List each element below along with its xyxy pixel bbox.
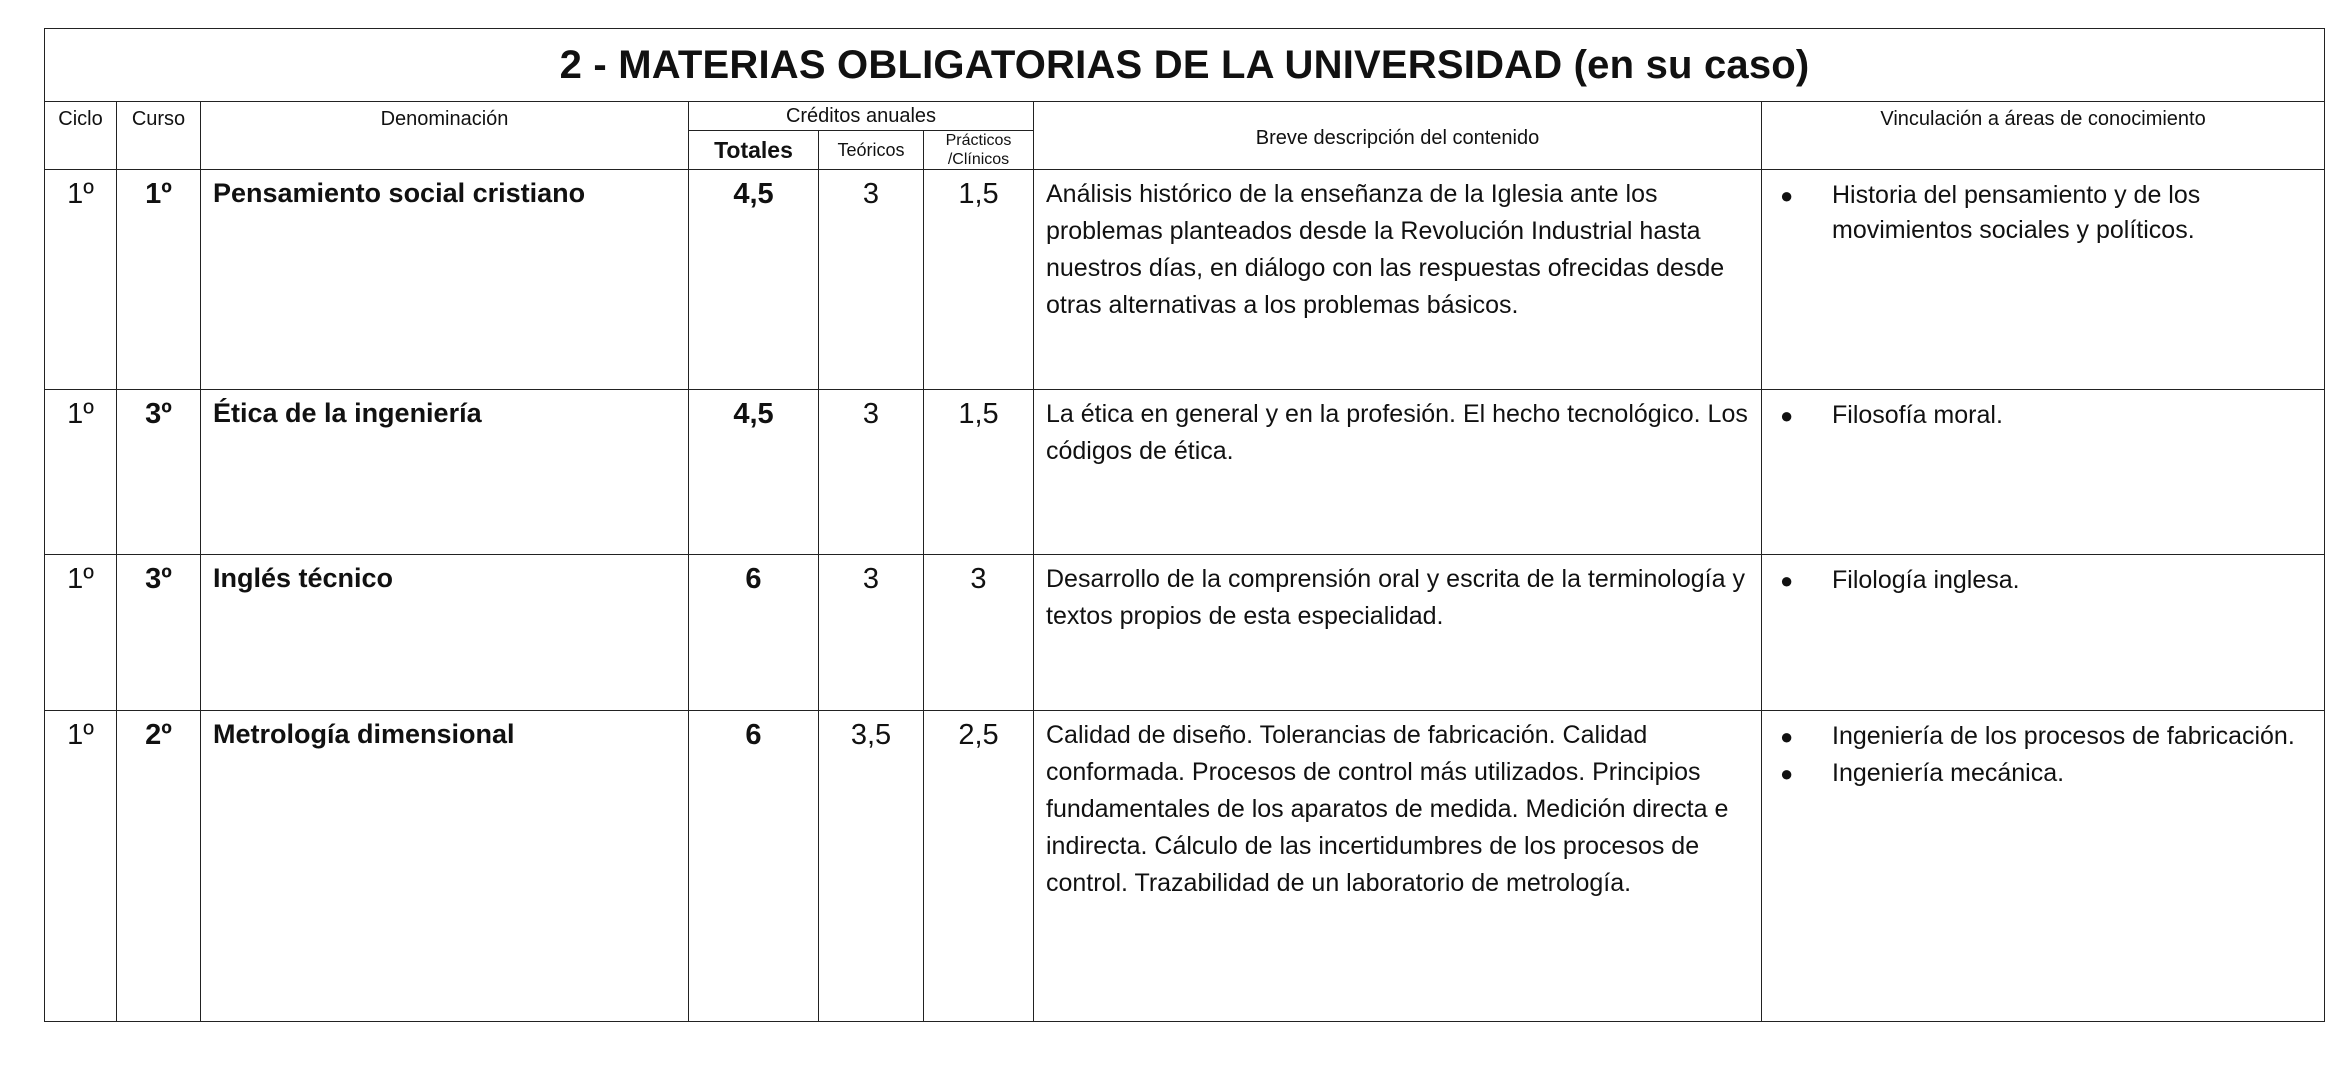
area-text: Historia del pensamiento y de los movimientos sociales y políticos. (1832, 181, 2201, 244)
header-curso: Curso (117, 102, 201, 170)
cell-descripcion: Análisis histórico de la enseñanza de la Iglesia ante los problemas planteados desde la Revolución Industrial hasta nuestros días, en diálogo con las respuestas ofrecidas desde otras alternativas a los problemas básicos. (1034, 170, 1762, 390)
table-title: 2 - MATERIAS OBLIGATORIAS DE LA UNIVERSIDAD (en su caso) (45, 29, 2325, 102)
cell-totales: 4,5 (689, 170, 819, 390)
cell-ciclo: 1º (45, 390, 117, 555)
subjects-table (44, 28, 2325, 1022)
table-row (45, 390, 2325, 555)
header-practicos-line1: Prácticos (945, 132, 1012, 149)
cell-denominacion: Ética de la ingeniería (201, 390, 689, 555)
list-item (1774, 398, 2312, 433)
cell-descripcion: La ética en general y en la profesión. El hecho tecnológico. Los códigos de ética. (1034, 390, 1762, 555)
header-practicos (924, 131, 1034, 170)
cell-totales: 4,5 (689, 390, 819, 555)
table-row (45, 555, 2325, 711)
cell-areas (1762, 390, 2325, 555)
cell-denominacion: Pensamiento social cristiano (201, 170, 689, 390)
list-item (1774, 756, 2312, 791)
bullet-icon: ● (1780, 724, 1794, 749)
bullet-icon: ● (1780, 183, 1794, 208)
cell-teoricos: 3 (819, 170, 924, 390)
area-text: Ingeniería mecánica. (1832, 759, 2065, 787)
cell-descripcion: Desarrollo de la comprensión oral y escrita de la terminología y textos propios de esta especialidad. (1034, 555, 1762, 711)
cell-practicos: 1,5 (924, 170, 1034, 390)
course-table-sheet (44, 28, 2324, 1022)
header-denominacion: Denominación (201, 102, 689, 170)
cell-descripcion: Calidad de diseño. Tolerancias de fabricación. Calidad conformada. Procesos de control más utilizados. Principios fundamentales de los aparatos de medida. Medición directa e indirecta. Cálculo de las incertidumbres de los procesos de control. Trazabilidad de un laboratorio de metrología. (1034, 711, 1762, 1022)
cell-curso: 1º (117, 170, 201, 390)
cell-curso: 3º (117, 390, 201, 555)
cell-totales: 6 (689, 555, 819, 711)
header-vinculacion: Vinculación a áreas de conocimiento (1762, 102, 2325, 170)
area-text: Filología inglesa. (1832, 566, 2020, 594)
area-text: Ingeniería de los procesos de fabricación. (1832, 722, 2295, 750)
cell-practicos: 2,5 (924, 711, 1034, 1022)
table-row (45, 170, 2325, 390)
cell-areas (1762, 170, 2325, 390)
cell-curso: 2º (117, 711, 201, 1022)
header-practicos-line2: /Clínicos (947, 151, 1010, 168)
cell-ciclo: 1º (45, 711, 117, 1022)
cell-denominacion: Metrología dimensional (201, 711, 689, 1022)
header-totales: Totales (689, 131, 819, 170)
list-item (1774, 719, 2312, 754)
bullet-icon: ● (1780, 403, 1794, 428)
cell-areas (1762, 555, 2325, 711)
list-item (1774, 563, 2312, 598)
header-creditos: Créditos anuales (689, 102, 1034, 131)
bullet-icon: ● (1780, 761, 1794, 786)
cell-ciclo: 1º (45, 555, 117, 711)
cell-areas (1762, 711, 2325, 1022)
cell-ciclo: 1º (45, 170, 117, 390)
cell-practicos: 1,5 (924, 390, 1034, 555)
cell-teoricos: 3 (819, 390, 924, 555)
header-ciclo: Ciclo (45, 102, 117, 170)
cell-curso: 3º (117, 555, 201, 711)
cell-teoricos: 3 (819, 555, 924, 711)
header-teoricos: Teóricos (819, 131, 924, 170)
cell-practicos: 3 (924, 555, 1034, 711)
cell-totales: 6 (689, 711, 819, 1022)
list-item (1774, 178, 2312, 248)
cell-teoricos: 3,5 (819, 711, 924, 1022)
bullet-icon: ● (1780, 568, 1794, 593)
table-row (45, 711, 2325, 1022)
header-descripcion: Breve descripción del contenido (1034, 102, 1762, 170)
cell-denominacion: Inglés técnico (201, 555, 689, 711)
area-text: Filosofía moral. (1832, 401, 2003, 429)
